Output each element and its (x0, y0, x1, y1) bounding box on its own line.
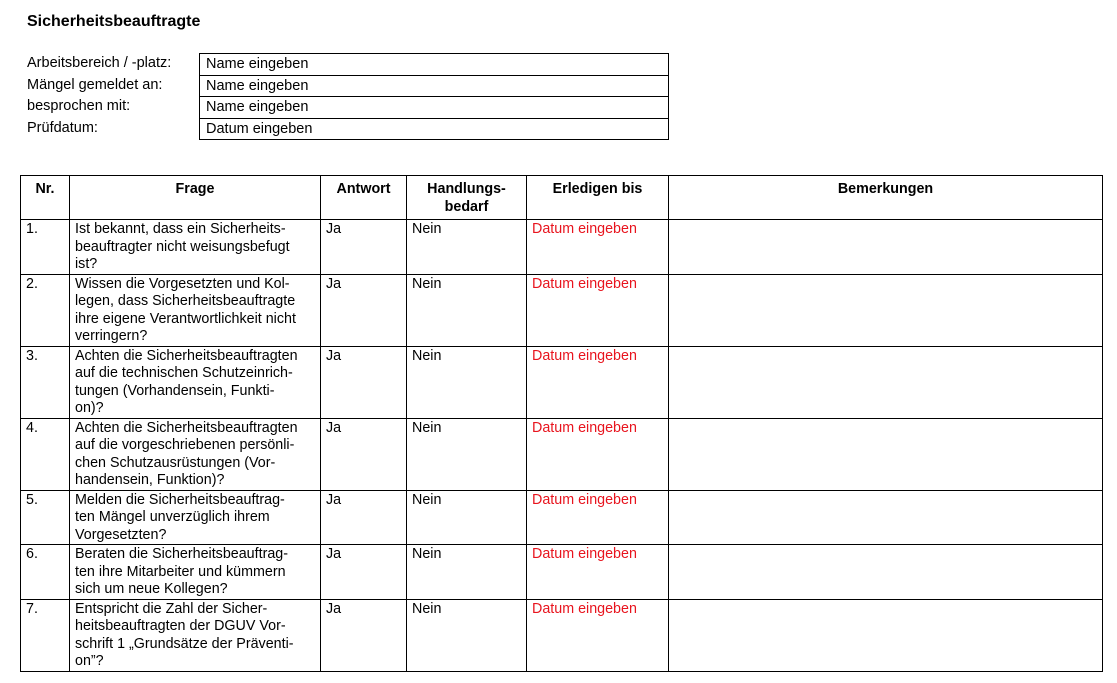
header-nr: Nr. (21, 176, 70, 220)
remarks-cell[interactable] (669, 346, 1103, 418)
checklist-table (20, 175, 1103, 672)
header-antwort: Antwort (321, 176, 407, 220)
row-number: 4. (21, 418, 70, 490)
action-needed-nein[interactable]: Nein (407, 220, 527, 275)
meta-fields (199, 53, 669, 140)
question-line: auf die vorgeschriebenen persönli- (75, 437, 295, 453)
row-number: 5. (21, 490, 70, 545)
question-line: ihre eigene Verantwortlichkeit nicht (75, 310, 296, 327)
question-line: on”? (75, 653, 104, 669)
question-line: Beraten die Sicherheitsbeauftrag- (75, 546, 288, 562)
question-line: Achten die Sicherheitsbeauftragten (75, 347, 298, 364)
meta-labels (27, 53, 171, 139)
question-line: sich um neue Kollegen? (75, 581, 228, 597)
row-number: 2. (21, 274, 70, 346)
defects-reported-field[interactable]: Name eingeben (200, 76, 668, 98)
page-title: Sicherheitsbeauftragte (27, 13, 201, 30)
action-needed-nein[interactable]: Nein (407, 599, 527, 671)
table-row (21, 346, 1103, 418)
header-handlungsbedarf-line2: bedarf (444, 198, 489, 215)
question-line: Vorgesetzten? (75, 526, 167, 543)
question-cell (70, 346, 321, 418)
action-needed-nein[interactable]: Nein (407, 418, 527, 490)
question-line: schrift 1 „Grundsätze der Präventi- (75, 635, 294, 652)
due-date-field[interactable]: Datum eingeben (527, 545, 669, 600)
work-area-label: Arbeitsbereich / -platz: (27, 55, 172, 71)
answer-ja[interactable]: Ja (321, 274, 407, 346)
discussed-with-field[interactable]: Name eingeben (200, 97, 668, 119)
question-line: tungen (Vorhandensein, Funkti- (75, 382, 275, 399)
defects-reported-label: Mängel gemeldet an: (27, 76, 163, 93)
question-line: legen, dass Sicherheitsbeauftragte (75, 293, 296, 309)
answer-ja[interactable]: Ja (321, 545, 407, 600)
question-cell (70, 418, 321, 490)
question-line: Ist bekannt, dass ein Sicherheits- (75, 221, 286, 237)
question-line: Achten die Sicherheitsbeauftragten (75, 419, 298, 436)
question-cell (70, 599, 321, 671)
question-line: handensein, Funktion)? (75, 472, 225, 488)
action-needed-nein[interactable]: Nein (407, 490, 527, 545)
question-line: chen Schutzausrüstungen (Vor- (75, 454, 276, 471)
table-row (21, 599, 1103, 671)
answer-ja[interactable]: Ja (321, 220, 407, 275)
due-date-field[interactable]: Datum eingeben (527, 599, 669, 671)
due-date-field[interactable]: Datum eingeben (527, 490, 669, 545)
header-handlungsbedarf (407, 176, 527, 220)
due-date-field[interactable]: Datum eingeben (527, 274, 669, 346)
question-cell (70, 274, 321, 346)
action-needed-nein[interactable]: Nein (407, 274, 527, 346)
remarks-cell[interactable] (669, 220, 1103, 275)
row-number: 3. (21, 346, 70, 418)
action-needed-nein[interactable]: Nein (407, 346, 527, 418)
row-number: 6. (21, 545, 70, 600)
question-line: ten ihre Mitarbeiter und kümmern (75, 563, 286, 580)
table-row (21, 418, 1103, 490)
due-date-field[interactable]: Datum eingeben (527, 220, 669, 275)
remarks-cell[interactable] (669, 274, 1103, 346)
header-bemerkungen: Bemerkungen (669, 176, 1103, 220)
question-line: Entspricht die Zahl der Sicher- (75, 600, 268, 617)
answer-ja[interactable]: Ja (321, 418, 407, 490)
question-line: ten Mängel unverzüglich ihrem (75, 509, 270, 525)
question-line: on)? (75, 400, 104, 416)
question-cell (70, 490, 321, 545)
question-line: ist? (75, 256, 98, 272)
remarks-cell[interactable] (669, 418, 1103, 490)
table-row (21, 220, 1103, 275)
table-row (21, 274, 1103, 346)
check-date-label: Prüfdatum: (27, 119, 98, 136)
row-number: 1. (21, 220, 70, 275)
answer-ja[interactable]: Ja (321, 599, 407, 671)
remarks-cell[interactable] (669, 599, 1103, 671)
header-frage: Frage (70, 176, 321, 220)
answer-ja[interactable]: Ja (321, 346, 407, 418)
action-needed-nein[interactable]: Nein (407, 545, 527, 600)
remarks-cell[interactable] (669, 490, 1103, 545)
question-cell (70, 545, 321, 600)
question-line: beauftragter nicht weisungsbefugt (75, 238, 290, 255)
check-date-field[interactable]: Datum eingeben (200, 119, 668, 141)
due-date-field[interactable]: Datum eingeben (527, 418, 669, 490)
question-line: verringern? (75, 328, 148, 344)
discussed-with-label: besprochen mit: (27, 98, 131, 114)
table-row (21, 545, 1103, 600)
header-erledigen-bis: Erledigen bis (527, 176, 669, 220)
due-date-field[interactable]: Datum eingeben (527, 346, 669, 418)
work-area-field[interactable]: Name eingeben (200, 54, 668, 76)
table-row (21, 490, 1103, 545)
question-line: auf die technischen Schutzeinrich- (75, 365, 293, 381)
question-line: heitsbeauftragten der DGUV Vor- (75, 618, 286, 634)
question-cell (70, 220, 321, 275)
remarks-cell[interactable] (669, 545, 1103, 600)
question-line: Melden die Sicherheitsbeauftrag- (75, 491, 285, 508)
header-handlungsbedarf-line1: Handlungs- (427, 181, 506, 197)
row-number: 7. (21, 599, 70, 671)
table-header-row (21, 176, 1103, 220)
question-line: Wissen die Vorgesetzten und Kol- (75, 275, 290, 292)
answer-ja[interactable]: Ja (321, 490, 407, 545)
